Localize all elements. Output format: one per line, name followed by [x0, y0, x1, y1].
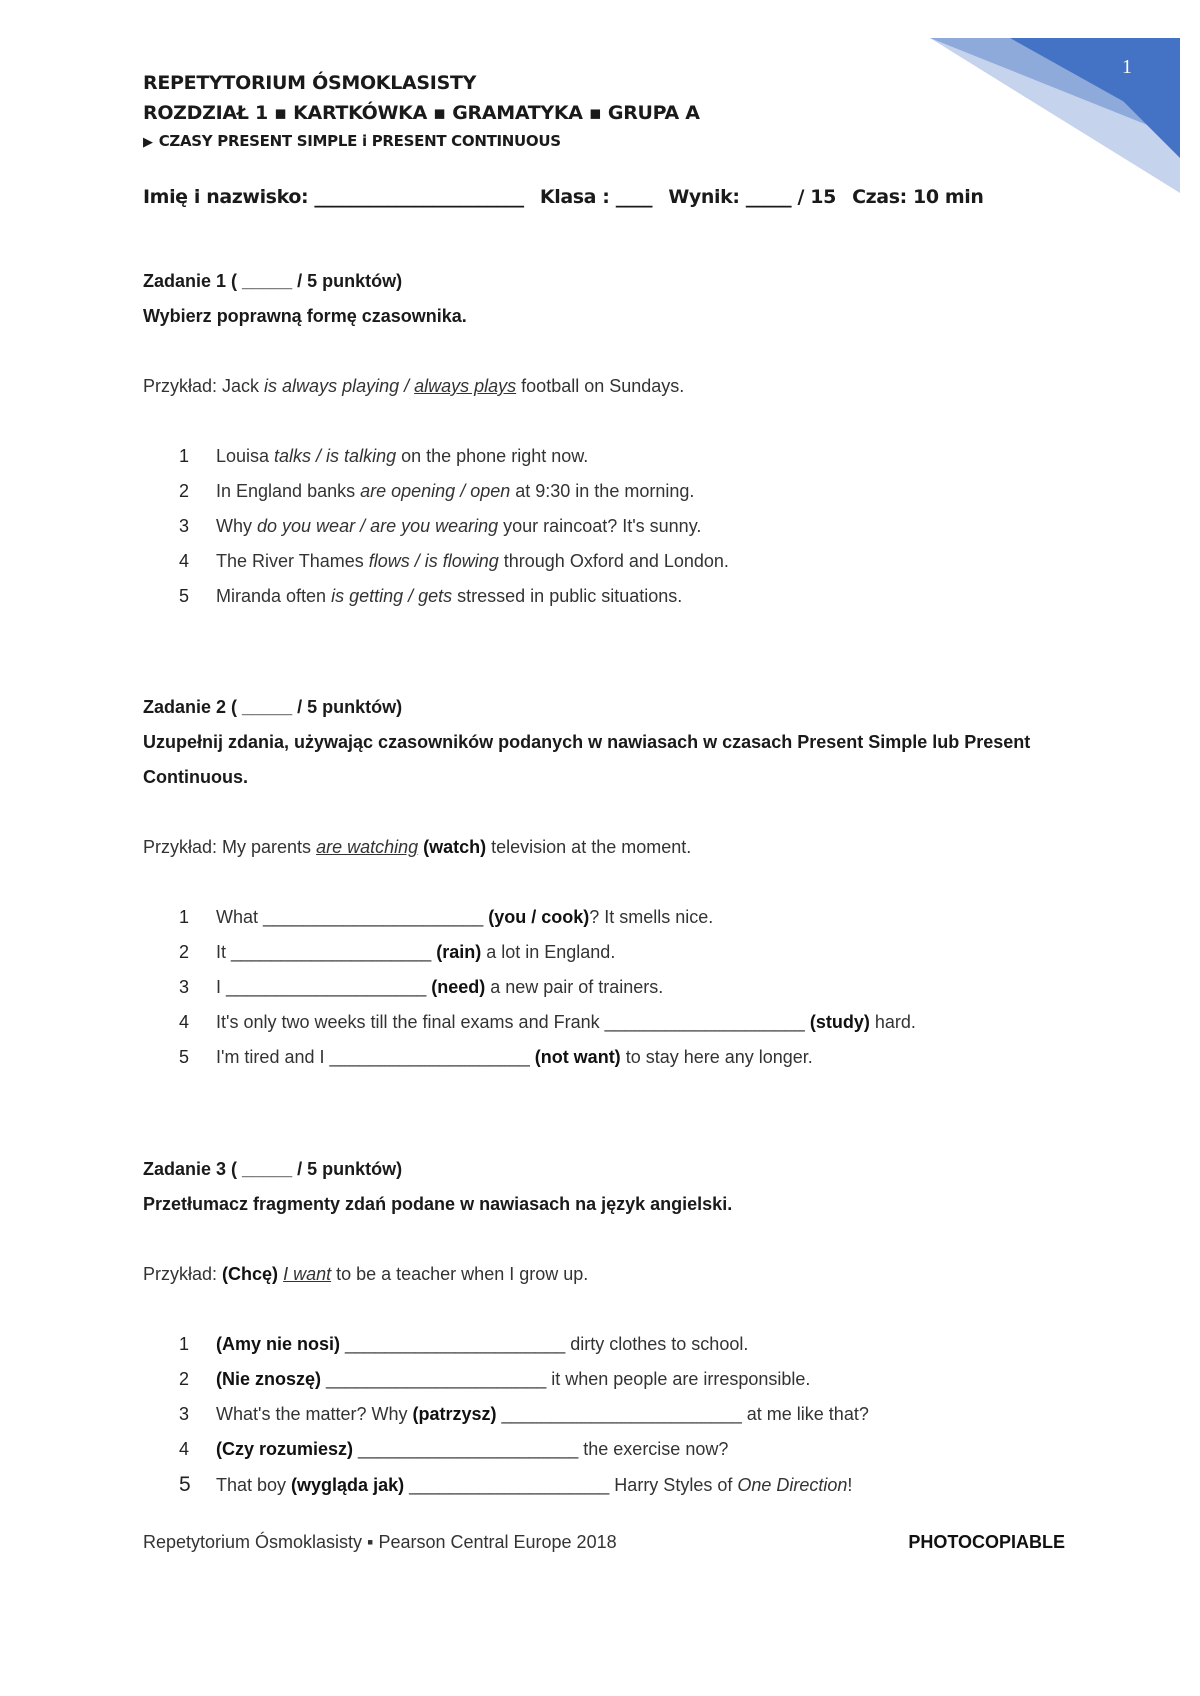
item-number: 3 — [179, 977, 190, 997]
item-options: are opening / open — [360, 481, 511, 501]
item-text: your raincoat? It's sunny. — [498, 516, 702, 536]
task-1-item — [143, 509, 1078, 544]
example-prefix: Przykład: Jack — [143, 376, 265, 396]
item-number: 1 — [179, 907, 190, 927]
name-field: Imię i nazwisko: _______________________ — [143, 186, 524, 208]
class-field: Klasa : ____ — [539, 186, 653, 208]
item-text: ______________________ the exercise now? — [353, 1439, 729, 1459]
item-text: Louisa — [216, 446, 275, 466]
item-text: ______________________ it when people are irresponsible. — [321, 1369, 811, 1389]
item-text: What ______________________ — [216, 907, 489, 927]
task-3-example — [143, 1257, 1078, 1292]
header-chapter: ROZDZIAŁ 1 ▪ KARTKÓWKA ▪ GRAMATYKA ▪ GRUPA A — [143, 102, 700, 124]
footer-photocopiable: PHOTOCOPIABLE — [908, 1532, 1065, 1552]
item-number: 4 — [179, 1439, 190, 1459]
item-phrase: (Amy nie nosi) — [216, 1334, 341, 1354]
task-2-items — [143, 900, 1078, 1075]
example-suffix: football on Sundays. — [516, 376, 685, 396]
item-text: I'm tired and I ____________________ — [216, 1047, 535, 1067]
example-prefix: Przykład: My parents — [143, 837, 317, 857]
item-text: I ____________________ — [216, 977, 432, 997]
item-text: It's only two weeks till the final exams and Frank ____________________ — [216, 1012, 810, 1032]
item-text: a lot in England. — [481, 942, 616, 962]
item-text: The River Thames — [216, 551, 369, 571]
item-verb: (rain) — [436, 942, 482, 962]
item-text: What's the matter? Why — [216, 1404, 413, 1424]
item-phrase: (wygląda jak) — [291, 1475, 405, 1495]
example-suffix: to be a teacher when I grow up. — [331, 1264, 589, 1284]
item-number: 5 — [179, 586, 190, 606]
item-text: ______________________ dirty clothes to school. — [340, 1334, 749, 1354]
task-1-items — [143, 439, 1078, 614]
item-number: 2 — [179, 1369, 190, 1389]
item-options: do you wear / are you wearing — [257, 516, 499, 536]
example-prefix: Przykład: — [143, 1264, 223, 1284]
task-2-item — [143, 935, 1078, 970]
item-number: 3 — [179, 516, 190, 536]
item-text: on the phone right now. — [396, 446, 589, 466]
example-option: is always playing / — [264, 376, 415, 396]
triangle-bullet-icon: ▶ — [143, 135, 153, 150]
item-text: ________________________ at me like that? — [496, 1404, 869, 1424]
item-text: That boy — [216, 1475, 292, 1495]
task-2-item — [143, 900, 1078, 935]
page-number: 1 — [1122, 56, 1132, 78]
example-verb: (watch) — [418, 837, 487, 857]
task-1-item — [143, 474, 1078, 509]
task-2-title: Zadanie 2 ( _____ / 5 punktów) — [143, 697, 403, 717]
example-answer: always plays — [414, 376, 517, 396]
item-text: hard. — [869, 1012, 916, 1032]
task-3-item — [143, 1397, 1078, 1432]
item-text: Why — [216, 516, 258, 536]
task-2-instruction: Uzupełnij zdania, używając czasowników podanych w nawiasach w czasach Present Simple lub Present Continuous. — [143, 732, 1031, 787]
task-3 — [143, 1152, 1078, 1503]
footer-publisher: Repetytorium Ósmoklasisty ▪ Pearson Central Europe 2018 — [143, 1532, 617, 1552]
item-number: 2 — [179, 481, 190, 501]
task-1-item — [143, 579, 1078, 614]
task-2 — [143, 690, 1078, 1075]
item-text: Miranda often — [216, 586, 332, 606]
score-field: Wynik: _____ / 15 — [668, 186, 836, 208]
item-options: flows / is flowing — [368, 551, 499, 571]
task-3-item — [143, 1432, 1078, 1467]
header-topic — [143, 132, 700, 150]
item-number: 1 — [179, 1334, 190, 1354]
item-text: through Oxford and London. — [498, 551, 729, 571]
item-number: 4 — [179, 551, 190, 571]
item-options: talks / is talking — [274, 446, 397, 466]
task-2-item — [143, 1005, 1078, 1040]
item-text: stressed in public situations. — [452, 586, 683, 606]
task-1-instruction: Wybierz poprawną formę czasownika. — [143, 306, 467, 326]
item-text: at 9:30 in the morning. — [510, 481, 695, 501]
header — [143, 72, 700, 150]
item-verb: (need) — [431, 977, 486, 997]
example-suffix: television at the moment. — [486, 837, 692, 857]
student-info-line — [143, 186, 994, 208]
example-answer: I want — [283, 1264, 332, 1284]
example-answer: are watching — [316, 837, 419, 857]
item-phrase: (patrzysz) — [412, 1404, 497, 1424]
task-1-item — [143, 439, 1078, 474]
header-topic-text: CZASY PRESENT SIMPLE i PRESENT CONTINUOUS — [158, 132, 561, 150]
item-number: 2 — [179, 942, 190, 962]
task-1-example — [143, 369, 1078, 404]
task-1 — [143, 264, 1078, 614]
header-title: REPETYTORIUM ÓSMOKLASISTY — [143, 72, 477, 94]
item-options: is getting / gets — [331, 586, 453, 606]
task-2-item — [143, 970, 1078, 1005]
item-number: 4 — [179, 1012, 190, 1032]
task-2-example — [143, 830, 1078, 865]
task-3-title: Zadanie 3 ( _____ / 5 punktów) — [143, 1159, 403, 1179]
example-phrase: (Chcę) — [222, 1264, 279, 1284]
time-field: Czas: 10 min — [852, 186, 984, 208]
item-number: 5 — [179, 1473, 191, 1496]
item-verb: (not want) — [534, 1047, 621, 1067]
item-text: ? It smells nice. — [589, 907, 714, 927]
item-number: 1 — [179, 446, 190, 466]
item-phrase: (Czy rozumiesz) — [216, 1439, 354, 1459]
task-3-item — [143, 1362, 1078, 1397]
item-text: a new pair of trainers. — [485, 977, 664, 997]
footer — [143, 1532, 1065, 1553]
item-band-name: One Direction — [737, 1475, 848, 1495]
task-3-instruction: Przetłumacz fragmenty zdań podane w nawiasach na język angielski. — [143, 1194, 733, 1214]
task-1-title: Zadanie 1 ( _____ / 5 punktów) — [143, 271, 403, 291]
item-text: to stay here any longer. — [620, 1047, 813, 1067]
item-text: ! — [847, 1475, 853, 1495]
task-2-item — [143, 1040, 1078, 1075]
item-number: 3 — [179, 1404, 190, 1424]
item-verb: (you / cook) — [488, 907, 590, 927]
task-3-items — [143, 1327, 1078, 1503]
item-number: 5 — [179, 1047, 190, 1067]
item-verb: (study) — [809, 1012, 870, 1032]
task-3-item — [143, 1327, 1078, 1362]
task-1-item — [143, 544, 1078, 579]
task-3-item — [143, 1467, 1078, 1503]
item-text: In England banks — [216, 481, 361, 501]
item-text: ____________________ Harry Styles of — [404, 1475, 738, 1495]
item-phrase: (Nie znoszę) — [216, 1369, 322, 1389]
item-text: It ____________________ — [216, 942, 437, 962]
